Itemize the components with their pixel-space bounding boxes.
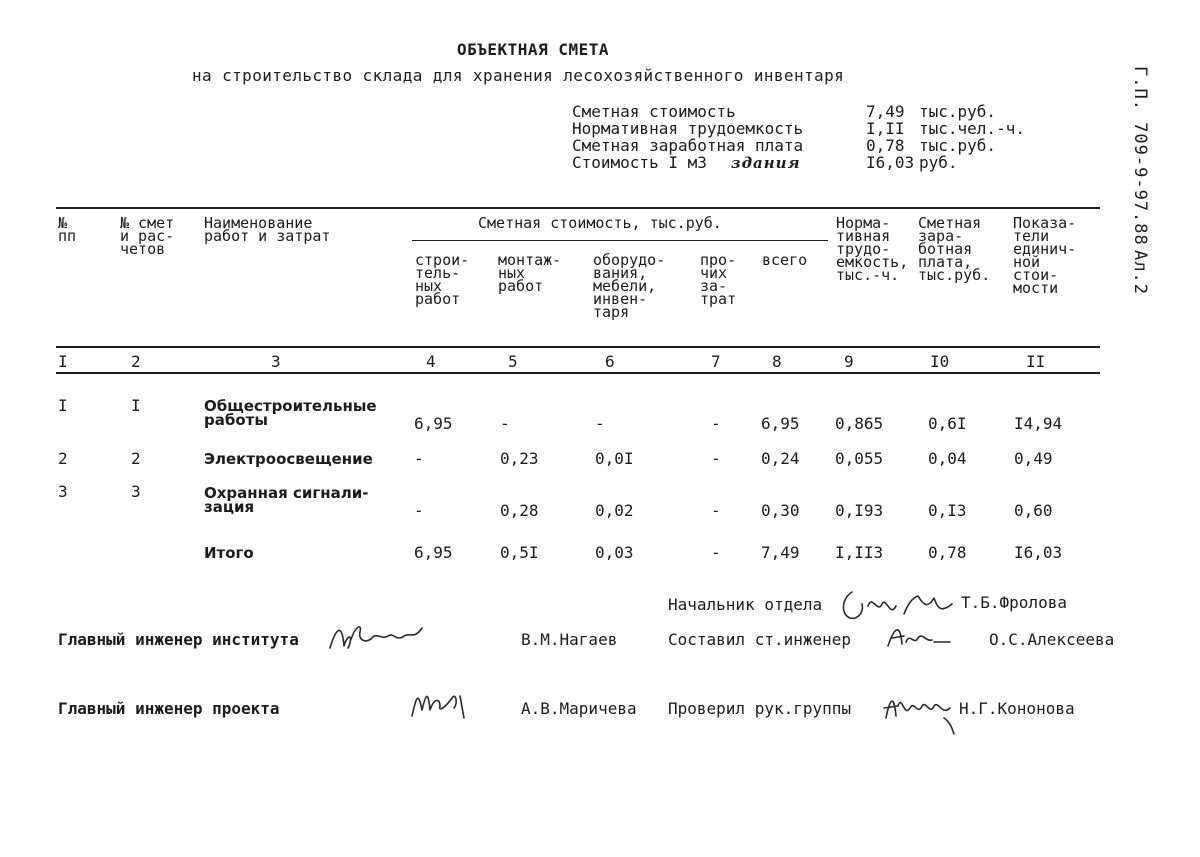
- col-number: II: [1026, 352, 1046, 371]
- col-number: 4: [426, 352, 436, 371]
- header-col-9: Норма- тивная трудо- емкость, тыс.-ч.: [836, 214, 909, 284]
- header-group: Сметная стоимость, тыс.руб.: [478, 214, 722, 232]
- cell-smeta: I: [131, 396, 141, 415]
- summary-unit: тыс.руб.: [919, 102, 997, 121]
- chief-engineer-institute-title: Главный инженер института: [58, 630, 299, 649]
- summary-value: I,II: [866, 119, 905, 138]
- header-col-8: всего: [762, 251, 808, 269]
- cell-c6: 0,0I: [595, 449, 634, 468]
- cell-c7: -: [711, 543, 721, 562]
- cell-c10: 0,04: [928, 449, 967, 468]
- col-number: 5: [508, 352, 518, 371]
- cell-c8: 6,95: [761, 414, 800, 433]
- group-rule: [412, 240, 828, 241]
- checked-signature: [880, 688, 960, 736]
- cell-c9: 0,I93: [835, 501, 884, 520]
- head-dept-name: Т.Б.Фролова: [961, 593, 1067, 612]
- cell-n: 2: [58, 449, 68, 468]
- header-col-4: строи- тель- ных работ: [415, 251, 470, 308]
- cell-c8: 7,49: [761, 543, 800, 562]
- chief-engineer-project-name: А.В.Маричева: [521, 699, 637, 718]
- cell-name: Охранная сигнали- зация: [204, 484, 369, 516]
- cell-smeta: 3: [131, 482, 141, 501]
- col-number: 3: [271, 352, 281, 371]
- summary-unit: тыс.чел.-ч.: [919, 119, 1025, 138]
- header-col-3: Наименование работ и затрат: [204, 214, 331, 245]
- cell-smeta: 2: [131, 449, 141, 468]
- document-subtitle: на строительство склада для хранения лесохозяйственного инвентаря: [192, 66, 845, 85]
- summary-handwritten: здания: [731, 154, 801, 172]
- summary-value: 7,49: [866, 102, 905, 121]
- cell-c10: 0,I3: [928, 501, 967, 520]
- header-col-1: № пп: [58, 214, 77, 245]
- summary-label: Нормативная трудоемкость: [572, 119, 804, 138]
- table-top-rule: [56, 207, 1100, 209]
- cell-c11: I4,94: [1014, 414, 1063, 433]
- cell-c6: -: [595, 414, 605, 433]
- cell-name: Электроосвещение: [204, 450, 373, 468]
- cell-n: 3: [58, 482, 68, 501]
- cell-c10: 0,6I: [928, 414, 967, 433]
- summary-value: I6,03: [866, 153, 915, 172]
- compiled-title: Составил ст.инженер: [668, 630, 852, 649]
- cell-c7: -: [711, 414, 721, 433]
- cell-c11: I6,03: [1014, 543, 1063, 562]
- cell-c6: 0,02: [595, 501, 634, 520]
- cell-c11: 0,49: [1014, 449, 1053, 468]
- summary-unit: руб.: [919, 153, 958, 172]
- cell-c4: -: [414, 449, 424, 468]
- cell-c9: 0,055: [835, 449, 884, 468]
- summary-label: Стоимость I м3: [572, 153, 707, 172]
- col-number: 7: [711, 352, 721, 371]
- col-number: I: [58, 352, 68, 371]
- cell-c5: -: [500, 414, 510, 433]
- side-code: Г.П. 709-9-97.88: [1130, 66, 1150, 246]
- cell-c8: 0,24: [761, 449, 800, 468]
- head-dept-signature: [838, 584, 958, 624]
- header-col-5: монтаж- ных работ: [498, 251, 562, 295]
- cell-c10: 0,78: [928, 543, 967, 562]
- col-numbers-rule: [56, 372, 1100, 374]
- chief-engineer-project-title: Главный инженер проекта: [58, 699, 280, 718]
- cell-c9: 0,865: [835, 414, 884, 433]
- summary-unit: тыс.руб.: [919, 136, 997, 155]
- summary-label: Сметная стоимость: [572, 102, 736, 121]
- cell-c5: 0,5I: [500, 543, 539, 562]
- cell-c4: -: [414, 501, 424, 520]
- chief-engineer-institute-signature: [326, 618, 430, 658]
- cell-c11: 0,60: [1014, 501, 1053, 520]
- document-title: ОБЪЕКТНАЯ СМЕТА: [457, 40, 609, 59]
- compiled-name: О.С.Алексеева: [989, 630, 1115, 649]
- header-col-7: про- чих за- трат: [700, 251, 737, 308]
- header-rule: [56, 346, 1100, 348]
- checked-name: Н.Г.Кононова: [959, 699, 1075, 718]
- col-number: I0: [930, 352, 950, 371]
- summary-value: 0,78: [866, 136, 905, 155]
- cell-c5: 0,28: [500, 501, 539, 520]
- compiled-signature: [884, 620, 954, 656]
- cell-name: Итого: [204, 544, 254, 562]
- head-dept-title: Начальник отдела: [668, 595, 823, 614]
- cell-c4: 6,95: [414, 543, 453, 562]
- side-sheet: Ал.2: [1130, 250, 1150, 295]
- chief-engineer-project-signature: [408, 684, 478, 724]
- header-col-2: № смет и рас- четов: [120, 214, 175, 258]
- col-number: 8: [772, 352, 782, 371]
- checked-title: Проверил рук.группы: [668, 699, 852, 718]
- col-number: 9: [844, 352, 854, 371]
- cell-n: I: [58, 396, 68, 415]
- col-number: 2: [131, 352, 141, 371]
- cell-c7: -: [711, 449, 721, 468]
- cell-c4: 6,95: [414, 414, 453, 433]
- cell-c9: I,II3: [835, 543, 884, 562]
- cell-c6: 0,03: [595, 543, 634, 562]
- cell-c5: 0,23: [500, 449, 539, 468]
- header-col-11: Показа- тели единич- ной стои- мости: [1013, 214, 1077, 297]
- cell-c8: 0,30: [761, 501, 800, 520]
- header-col-6: оборудо- вания, мебели, инвен- таря: [593, 251, 666, 321]
- header-col-10: Сметная зара- ботная плата, тыс.руб.: [918, 214, 991, 284]
- cell-name: Общестроительные работы: [204, 397, 377, 429]
- summary-label: Сметная заработная плата: [572, 136, 804, 155]
- col-number: 6: [605, 352, 615, 371]
- chief-engineer-institute-name: В.М.Нагаев: [521, 630, 618, 649]
- cell-c7: -: [711, 501, 721, 520]
